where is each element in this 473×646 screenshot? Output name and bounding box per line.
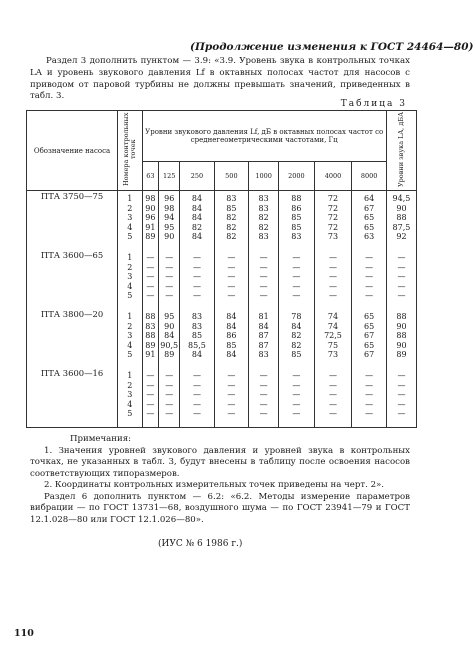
value: 90	[164, 232, 175, 242]
value: 89	[145, 232, 156, 242]
point-number: 4	[127, 281, 133, 291]
value: —	[227, 291, 236, 301]
value-cell	[159, 191, 180, 250]
point-numbers-cell	[118, 250, 142, 309]
value: —	[146, 409, 155, 419]
value: —	[165, 253, 174, 263]
value: —	[146, 380, 155, 390]
value: —	[365, 409, 374, 419]
value: 82	[226, 222, 237, 232]
value: 83	[258, 194, 269, 204]
value: 89	[396, 350, 407, 360]
value-cell	[214, 309, 248, 368]
value: 82	[191, 222, 203, 232]
value: 72	[327, 203, 339, 213]
value-cell	[314, 309, 352, 368]
point-number: 2	[127, 321, 133, 331]
value-cell	[249, 191, 279, 250]
point-numbers-cell	[118, 309, 142, 368]
point-number: 2	[127, 380, 133, 390]
header-sound	[386, 111, 416, 191]
value: —	[259, 380, 268, 390]
value: 84	[191, 213, 203, 223]
value: —	[165, 262, 174, 272]
value: 85	[191, 331, 203, 341]
header-levels: Уровни звукового давления Lf, дБ в октавных полосах частот со среднегеометрическими частотами, Гц	[142, 111, 386, 162]
value-cell	[386, 250, 416, 309]
point-number: 1	[127, 194, 133, 204]
ius-reference: (ИУС № 6 1986 г.)	[158, 539, 243, 549]
value: —	[397, 409, 406, 419]
value: —	[397, 253, 406, 263]
value: 83	[226, 194, 237, 204]
value: —	[292, 390, 301, 400]
value: —	[227, 390, 236, 400]
value: —	[165, 409, 174, 419]
value: —	[292, 370, 301, 380]
value: 96	[145, 213, 156, 223]
value: 72,5	[324, 331, 342, 341]
value-cell	[249, 368, 279, 427]
value: —	[146, 399, 155, 409]
value: —	[328, 409, 337, 419]
value: 88	[396, 213, 407, 223]
value: 86	[291, 203, 302, 213]
value: 85	[226, 340, 237, 350]
value-cell	[159, 368, 180, 427]
value-cell	[314, 368, 352, 427]
value: 88	[145, 311, 156, 321]
value: —	[365, 262, 374, 272]
value: —	[365, 390, 374, 400]
value: 85	[291, 213, 302, 223]
value: 87,5	[392, 222, 411, 232]
value: —	[328, 380, 337, 390]
value: —	[165, 370, 174, 380]
intro-paragraph	[30, 56, 410, 103]
value: —	[146, 370, 155, 380]
value: 86	[226, 331, 237, 341]
value: —	[146, 291, 155, 301]
value: —	[227, 272, 236, 282]
freq-header-1: 125	[159, 161, 180, 190]
value: —	[365, 272, 374, 282]
value: 88	[396, 311, 407, 321]
value: 83	[191, 321, 203, 331]
value-cell	[159, 309, 180, 368]
value: —	[292, 409, 301, 419]
value: —	[259, 253, 268, 263]
value: —	[292, 272, 301, 282]
value: —	[328, 399, 337, 409]
value: 81	[258, 311, 269, 321]
value: 85,5	[188, 340, 206, 350]
value: 95	[164, 311, 175, 321]
value: 67	[364, 331, 375, 341]
pump-designation: ПТА 3750—75	[27, 191, 118, 250]
value: 78	[291, 311, 302, 321]
value: —	[328, 281, 337, 291]
value-cell	[249, 250, 279, 309]
value: 72	[327, 194, 339, 204]
value: —	[165, 380, 174, 390]
value: —	[259, 291, 268, 301]
value-cell	[352, 191, 387, 250]
value: 90	[396, 321, 407, 331]
value: 90	[396, 340, 407, 350]
value: 90	[396, 203, 407, 213]
value: —	[397, 281, 406, 291]
value: 83	[258, 203, 269, 213]
value-cell	[279, 191, 315, 250]
value: 92	[396, 232, 407, 242]
value-cell	[352, 368, 387, 427]
value: 72	[327, 222, 339, 232]
value: 90	[164, 321, 175, 331]
value: —	[165, 291, 174, 301]
point-number: 5	[127, 409, 133, 419]
value: 84	[191, 203, 203, 213]
table-label: Таблица 3	[340, 99, 407, 109]
value: 89	[164, 350, 175, 360]
value-cell	[214, 191, 248, 250]
value: —	[146, 390, 155, 400]
point-number: 1	[127, 370, 133, 380]
point-number: 5	[127, 232, 133, 242]
value: —	[146, 272, 155, 282]
value-cell	[279, 250, 315, 309]
value: —	[292, 281, 301, 291]
value: 82	[258, 222, 269, 232]
value: —	[227, 281, 236, 291]
pump-designation: ПТА 3800—20	[27, 309, 118, 368]
value: —	[146, 281, 155, 291]
value-cell	[180, 250, 214, 309]
value: 85	[226, 203, 237, 213]
pump-designation: ПТА 3600—65	[27, 250, 118, 309]
value: 84	[291, 321, 302, 331]
point-number: 4	[127, 399, 133, 409]
value: —	[227, 380, 236, 390]
header-sound-text: Уровни звука LA, дБА	[396, 112, 405, 188]
value: 65	[364, 222, 375, 232]
value: 84	[191, 194, 203, 204]
value: 94,5	[392, 194, 411, 204]
value: —	[365, 380, 374, 390]
table-row	[27, 250, 417, 309]
intro-text: Раздел 3 дополнить пунктом — 3.9: «3.9. Уровень звука в контрольных точках LA и уровень звукового давления Lf в октавных полосах частот для насосов с приводом от паровой турбины не должны превышать значений, приведенных в табл. 3.	[30, 56, 410, 102]
point-number: 5	[127, 291, 133, 301]
value: 95	[164, 222, 175, 232]
value: 87	[258, 331, 269, 341]
table-row	[27, 309, 417, 368]
value: —	[397, 390, 406, 400]
value-cell	[180, 368, 214, 427]
value: —	[397, 380, 406, 390]
point-number: 3	[127, 213, 133, 223]
value: —	[227, 262, 236, 272]
table-body	[27, 191, 417, 428]
value-cell	[386, 191, 416, 250]
value: 65	[364, 311, 375, 321]
value: —	[328, 390, 337, 400]
value: —	[165, 390, 174, 400]
value: 84	[226, 311, 237, 321]
value: 84	[191, 232, 203, 242]
value: 83	[258, 232, 269, 242]
value: 84	[191, 350, 203, 360]
freq-header-2: 250	[180, 161, 214, 190]
value: —	[227, 399, 236, 409]
value: —	[292, 262, 301, 272]
value: —	[397, 262, 406, 272]
value-cell	[386, 368, 416, 427]
value: 82	[226, 213, 237, 223]
point-number: 1	[127, 253, 133, 263]
value-cell	[180, 191, 214, 250]
value-cell	[159, 250, 180, 309]
point-number: 1	[127, 311, 133, 321]
header-designation: Обозначение насоса	[27, 111, 118, 191]
value: —	[328, 272, 337, 282]
value: —	[259, 281, 268, 291]
point-number: 5	[127, 350, 133, 360]
value: 82	[291, 331, 302, 341]
value-cell	[279, 368, 315, 427]
value: —	[328, 370, 337, 380]
value: 90	[145, 203, 156, 213]
value: —	[365, 291, 374, 301]
value: —	[192, 399, 201, 409]
table-row	[27, 191, 417, 250]
value: —	[165, 281, 174, 291]
point-number: 4	[127, 340, 133, 350]
value-cell	[142, 191, 159, 250]
value-cell	[314, 250, 352, 309]
point-number: 3	[127, 331, 133, 341]
value-cell	[214, 368, 248, 427]
header-point	[118, 111, 142, 191]
value: —	[146, 262, 155, 272]
value: —	[259, 262, 268, 272]
value: 82	[226, 232, 237, 242]
value: 91	[145, 350, 156, 360]
value: 67	[364, 203, 375, 213]
value: —	[165, 399, 174, 409]
value-cell	[352, 250, 387, 309]
value: —	[365, 253, 374, 263]
freq-header-3: 500	[214, 161, 248, 190]
value: —	[227, 253, 236, 263]
value: 88	[145, 331, 156, 341]
value: —	[292, 291, 301, 301]
value: —	[292, 380, 301, 390]
table-row	[27, 368, 417, 427]
point-numbers-cell	[118, 191, 142, 250]
value: —	[397, 291, 406, 301]
freq-header-0: 63	[142, 161, 159, 190]
value: —	[397, 272, 406, 282]
value: 83	[191, 311, 203, 321]
value: 84	[226, 321, 237, 331]
notes-title: Примечания:	[70, 434, 132, 444]
value: 84	[226, 350, 237, 360]
value: 90,5	[160, 340, 179, 350]
value: —	[397, 399, 406, 409]
value-cell	[142, 309, 159, 368]
value: 82	[258, 213, 269, 223]
value: 96	[164, 194, 175, 204]
value: 98	[145, 194, 156, 204]
value: 87	[258, 340, 269, 350]
value: —	[192, 272, 201, 282]
pump-designation: ПТА 3600—16	[27, 368, 118, 427]
point-number: 2	[127, 203, 133, 213]
value: 72	[327, 213, 339, 223]
value: 83	[258, 350, 269, 360]
value: 83	[291, 232, 302, 242]
value: 67	[364, 350, 375, 360]
value: 64	[364, 194, 375, 204]
freq-header-4: 1000	[249, 161, 279, 190]
point-number: 4	[127, 222, 133, 232]
value: —	[328, 253, 337, 263]
page-number: 110	[14, 628, 34, 639]
continuation-header: (Продолжение изменения к ГОСТ 24464—80)	[190, 41, 473, 53]
value: —	[292, 253, 301, 263]
value: —	[146, 253, 155, 263]
value: —	[328, 262, 337, 272]
value-cell	[314, 191, 352, 250]
value: 75	[327, 340, 339, 350]
section-6-amendment: Раздел 6 дополнить пунктом — 6.2: «6.2. Методы измерение параметров вибрации — по ГОСТ 13731—68, воздушного шума — по ГОСТ 23941—79 и ГОСТ 12.1.028—80 или ГОСТ 12.1.026—80».	[30, 491, 410, 525]
freq-header-6: 4000	[314, 161, 352, 190]
value: 82	[291, 340, 302, 350]
value: 74	[327, 321, 339, 331]
value: 91	[145, 222, 156, 232]
point-number: 2	[127, 262, 133, 272]
value: 98	[164, 203, 175, 213]
value: 65	[364, 340, 375, 350]
value: —	[192, 390, 201, 400]
value: —	[192, 291, 201, 301]
value: —	[227, 370, 236, 380]
point-numbers-cell	[118, 368, 142, 427]
value-cell	[352, 309, 387, 368]
value: 74	[327, 311, 339, 321]
freq-header-5: 2000	[279, 161, 315, 190]
value: 84	[258, 321, 269, 331]
value: —	[259, 409, 268, 419]
value: 73	[327, 232, 339, 242]
value: —	[192, 281, 201, 291]
value: 65	[364, 321, 375, 331]
value: 84	[164, 331, 175, 341]
value: —	[365, 399, 374, 409]
value: 83	[145, 321, 156, 331]
note-2: 2. Координаты контрольных измерительных точек приведены на черт. 2».	[44, 480, 385, 490]
note-1: 1. Значения уровней звукового давления и уровней звука в контрольных точках, не указанных в табл. 3, будут внесены в таблицу после освоения насосов соответствующих типоразмеров.	[30, 445, 410, 479]
value: 94	[164, 213, 175, 223]
value: 85	[291, 222, 302, 232]
value-cell	[180, 309, 214, 368]
value: —	[192, 262, 201, 272]
point-number: 3	[127, 272, 133, 282]
value: 73	[327, 350, 339, 360]
header-point-text: Номера контрольных точек	[121, 112, 137, 187]
value: —	[192, 370, 201, 380]
value: —	[328, 291, 337, 301]
value: —	[397, 370, 406, 380]
value: —	[192, 253, 201, 263]
value: 85	[291, 350, 302, 360]
notes-block	[30, 434, 410, 526]
value: —	[165, 272, 174, 282]
value: 65	[364, 213, 375, 223]
value: —	[365, 370, 374, 380]
value: 89	[145, 340, 156, 350]
value: —	[292, 399, 301, 409]
value-cell	[279, 309, 315, 368]
value: —	[365, 281, 374, 291]
value: 88	[396, 331, 407, 341]
noise-table	[26, 110, 417, 428]
freq-header-7: 8000	[352, 161, 387, 190]
point-number: 3	[127, 390, 133, 400]
value: —	[259, 399, 268, 409]
value-cell	[214, 250, 248, 309]
value: —	[259, 390, 268, 400]
value: —	[259, 370, 268, 380]
value: 63	[364, 232, 375, 242]
value: —	[227, 409, 236, 419]
value: —	[192, 409, 201, 419]
value-cell	[386, 309, 416, 368]
value: 88	[291, 194, 302, 204]
value-cell	[249, 309, 279, 368]
value-cell	[142, 250, 159, 309]
value: —	[192, 380, 201, 390]
value-cell	[142, 368, 159, 427]
value: —	[259, 272, 268, 282]
